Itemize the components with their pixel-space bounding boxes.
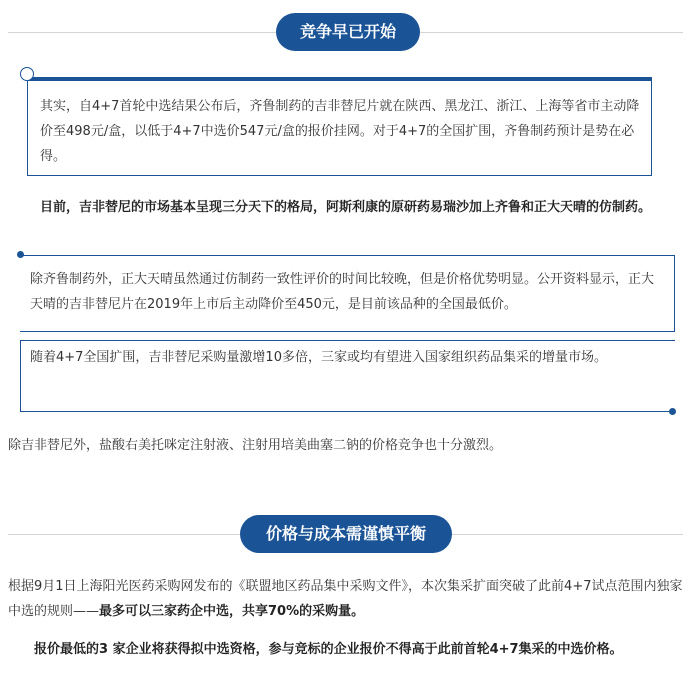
box3-bottom-rule [20,411,672,412]
ring-decoration-icon [20,67,34,81]
procurement-rules-paragraph [8,574,686,624]
section-title-pill: 竞争早已开始 [276,13,420,51]
expansion-paragraph: 随着4+7全国扩围，吉非替尼采购量激增10多倍，三家或均有望进入国家组织药品集采的增量市场。 [30,350,607,365]
market-summary: 目前，吉非替尼的市场基本呈现三分天下的格局，阿斯利康的原研药易瑞沙加上齐鲁和正大天晴的仿制药。 [40,200,652,215]
qilu-paragraph: 其实，自4+7首轮中选结果公布后，齐鲁制药的吉非替尼片就在陕西、黑龙江、浙江、上海等省市主动降价至498元/盒，以低于4+7中选价547元/盒的报价挂网。对于4+7的全国扩围，齐鲁制药预计是势在必得。 [40,99,640,164]
bidding-rules-paragraph: 报价最低的3 家企业将获得拟中选资格，参与竞标的企业报价不得高于此前首轮4+7集采的中选价格。 [34,642,623,657]
procurement-rules-highlight: 最多可以三家药企中选，共享70%的采购量。 [99,604,365,619]
other-drugs-note: 除吉非替尼外，盐酸右美托咪定注射液、注射用培美曲塞二钠的价格竞争也十分激烈。 [8,438,503,453]
header-rule-right [452,534,683,535]
dot-decoration-icon [669,408,676,415]
section-header-price-cost [0,515,691,555]
header-rule-right [420,32,683,33]
procurement-rules-text: 根据9月1日上海阳光医药采购网发布的《联盟地区药品集中采购文件》，本次集采扩面突破了此前4+7试点范围内独家中选的规则—— [8,579,683,619]
section-header-competition [0,13,691,53]
header-rule-left [8,534,240,535]
section-title-pill: 价格与成本需谨慎平衡 [240,515,452,553]
chiatai-paragraph: 除齐鲁制药外，正大天晴虽然通过仿制药一致性评价的时间比较晚，但是价格优势明显。公开资料显示，正大天晴的吉非替尼片在2019年上市后主动降价至450元，是目前该品种的全国最低价。 [30,272,655,312]
header-rule-left [8,32,276,33]
